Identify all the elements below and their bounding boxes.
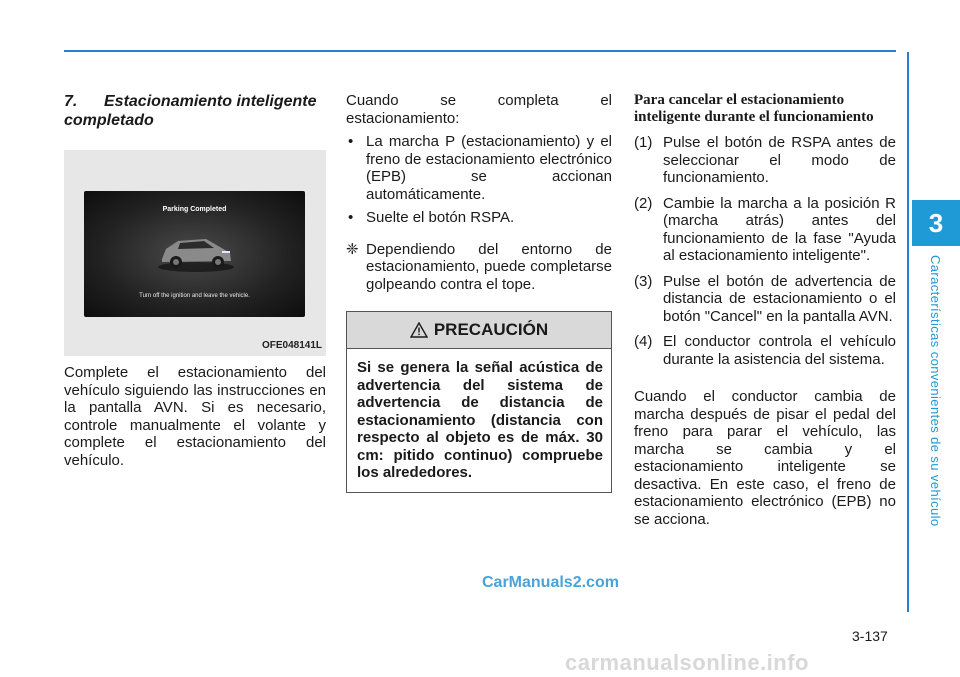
step-number: (2) bbox=[634, 194, 653, 212]
step-text: Pulse el botón de RSPA antes de seleccionar el modo de funcionamiento. bbox=[663, 134, 896, 186]
step-number: (3) bbox=[634, 272, 653, 290]
column-3 bbox=[634, 92, 896, 543]
caution-title: PRECAUCIÓN bbox=[433, 320, 549, 340]
chapter-side-label: Características convenientes de su vehículo bbox=[928, 255, 943, 527]
step-item bbox=[634, 333, 896, 368]
note-mark: ❈ bbox=[346, 240, 359, 258]
side-rule bbox=[907, 52, 909, 612]
note bbox=[346, 241, 612, 294]
bullet-text: La marcha P (estacionamiento) y el freno de estacionamiento electrónico (EPB) se accionan automáticamente. bbox=[366, 133, 612, 203]
chapter-tab: 3 bbox=[912, 200, 960, 246]
section-number: 7. bbox=[64, 93, 78, 110]
step-number: (4) bbox=[634, 333, 653, 350]
caution-header bbox=[347, 312, 611, 349]
bullet-item bbox=[346, 209, 612, 227]
caution-body: Si se genera la señal acústica de advertencia del sistema de advertencia de distancia de estacionamiento (distancia con respecto al objeto es de máx. 30 cm: pitido continuo) compruebe los alrededores. bbox=[357, 359, 603, 481]
column-1-paragraph: Complete el estacionamiento del vehículo siguiendo las instrucciones en la pantalla AVN. Si es necesario, controle manualmente el volante y complete el estacionamiento del vehículo. bbox=[64, 364, 326, 469]
column-1 bbox=[64, 92, 326, 469]
car-icon bbox=[156, 229, 236, 273]
screen-caption: Turn off the ignition and leave the vehicle. bbox=[139, 292, 250, 299]
bullet-icon: • bbox=[348, 209, 354, 226]
bullet-text: Suelte el botón RSPA. bbox=[366, 209, 515, 226]
bullet-icon: • bbox=[348, 133, 354, 150]
cancel-heading: Para cancelar el estacionamiento inteligente durante el funcionamiento bbox=[634, 92, 874, 125]
column-3-paragraph: Cuando el conductor cambia de marcha después de pisar el pedal del freno para parar el vehículo, las marcha se cambia y el estacionamiento inteligente se desactiva. En este caso, el freno de estacionamiento electrónico (EPB) no se acciona. bbox=[634, 388, 896, 528]
step-item bbox=[634, 273, 896, 326]
warning-triangle-icon bbox=[410, 322, 428, 338]
step-item bbox=[634, 134, 896, 187]
footer-watermark: carmanualsonline.info bbox=[565, 650, 809, 675]
step-item bbox=[634, 195, 896, 265]
watermark-link[interactable]: CarManuals2.com bbox=[482, 574, 619, 591]
step-text: El conductor controla el vehículo durante la asistencia del sistema. bbox=[663, 333, 896, 368]
section-title bbox=[64, 92, 326, 130]
screen-title: Parking Completed bbox=[162, 206, 227, 213]
intro-text: Cuando se completa el estacionamiento: bbox=[346, 92, 612, 127]
avn-screen-image bbox=[84, 191, 305, 317]
step-text: Cambie la marcha a la posición R (marcha atrás) antes del funcionamiento de la fase "Ayuda al estacionamiento inteligente". bbox=[663, 194, 896, 264]
step-number: (1) bbox=[634, 134, 653, 151]
column-2 bbox=[346, 92, 612, 493]
top-rule bbox=[64, 50, 896, 52]
step-text: Pulse el botón de advertencia de distancia de estacionamiento o el botón "Cancel" en la pantalla AVN. bbox=[663, 272, 896, 325]
figure-code: OFE048141L bbox=[261, 339, 322, 351]
bullet-item bbox=[346, 133, 612, 203]
section-title-text: Estacionamiento inteligente completado bbox=[64, 93, 317, 129]
caution-box bbox=[346, 311, 612, 493]
page-number: 3-137 bbox=[852, 628, 888, 644]
figure bbox=[64, 150, 326, 356]
note-text: Dependiendo del entorno de estacionamiento, puede completarse golpeando contra el tope. bbox=[366, 240, 612, 293]
